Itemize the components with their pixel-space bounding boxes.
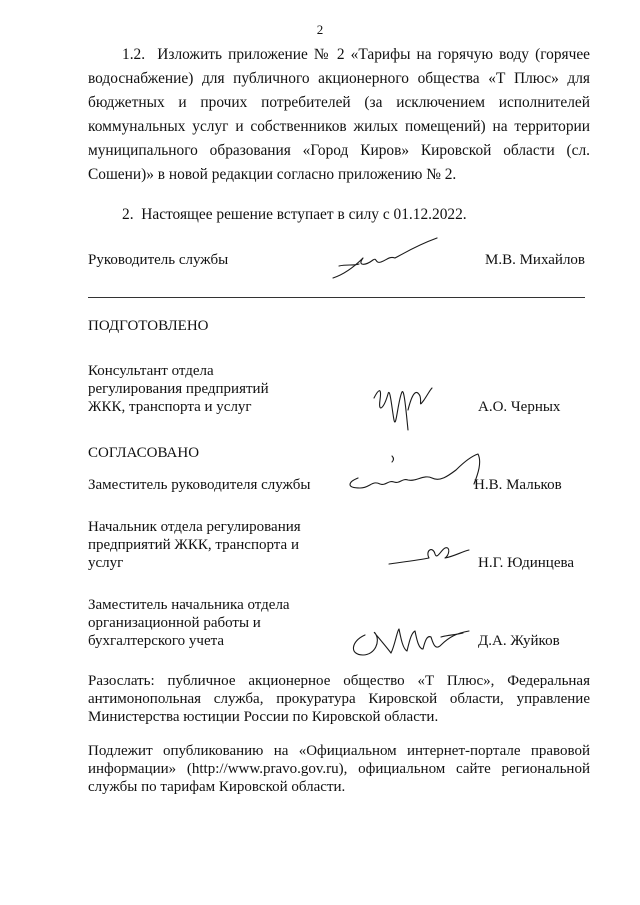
agreed-signer-2-role-line: Начальник отдела регулирования (88, 519, 301, 535)
agreed-signer-2-name: Н.Г. Юдинцева (478, 555, 575, 571)
prepared-role-line: регулирования предприятий (88, 381, 269, 397)
item-2-paragraph (88, 203, 590, 227)
agreed-signer-1-role (88, 476, 348, 494)
distribution-text: Разослать: публичное акционерное общество «Т Плюс», Федеральная антимонопольная служба, прокуратура Кировской области, управление Министерства юстиции России по Кировской области. (88, 673, 590, 725)
item-1-2-paragraph (88, 43, 590, 187)
item-1-2-text: Изложить приложение № 2 «Тарифы на горячую воду (горячее водоснабжение) для публичного акционерного общества «Т Плюс» для бюджетных и прочих потребителей (за исключением исполнителей коммунальных услуг и собственников жилых помещений) на территории муниципального образования «Город Киров» Кировской области (сл. Сошени)» в новой редакции согласно приложению № 2. (88, 46, 590, 183)
prepared-role-line: Консультант отдела (88, 363, 214, 379)
agreed-signer-2-role-line: услуг (88, 555, 124, 571)
publication-text: Подлежит опубликованию на «Официальном интернет-портале правовой информации» (http://www.pravo.gov.ru), официальном сайте региональной службы по тарифам Кировской области. (88, 743, 590, 795)
agreed-signer-1-signature-image (340, 448, 490, 498)
prepared-role (88, 362, 338, 416)
item-2-number: 2. (122, 206, 134, 223)
head-role: Руководитель службы (88, 252, 229, 268)
agreed-signer-3-role-line: организационной работы и (88, 615, 261, 631)
head-name: М.В. Михайлов (485, 252, 586, 268)
agreed-signer-1-name: Н.В. Мальков (474, 477, 562, 493)
agreed-signer-2-role-line: предприятий ЖКК, транспорта и (88, 537, 299, 553)
agreed-signer-3-role (88, 596, 338, 650)
prepared-role-line: ЖКК, транспорта и услуг (88, 399, 252, 415)
agreed-signer-1-role-line: Заместитель руководителя службы (88, 477, 311, 493)
item-1-2-number: 1.2. (122, 46, 146, 63)
head-signature-image (325, 236, 445, 286)
divider-line (88, 297, 585, 298)
agreed-signer-3-role-line: Заместитель начальника отдела (88, 597, 290, 613)
prepared-heading: ПОДГОТОВЛЕНО (88, 318, 209, 334)
page-number: 2 (316, 22, 324, 37)
agreed-signer-3-role-line: бухгалтерского учета (88, 633, 225, 649)
agreed-signer-3-name: Д.А. Жуйков (478, 633, 560, 649)
agreed-signer-3-signature-image (345, 615, 475, 665)
agreed-signer-2-role (88, 518, 338, 572)
agreed-heading: СОГЛАСОВАНО (88, 445, 200, 461)
agreed-signer-2-signature-image (385, 540, 475, 570)
prepared-signature-image (368, 380, 438, 440)
item-2-text: Настоящее решение вступает в силу с 01.12.2022. (141, 206, 467, 223)
prepared-name: А.О. Черных (478, 399, 561, 415)
